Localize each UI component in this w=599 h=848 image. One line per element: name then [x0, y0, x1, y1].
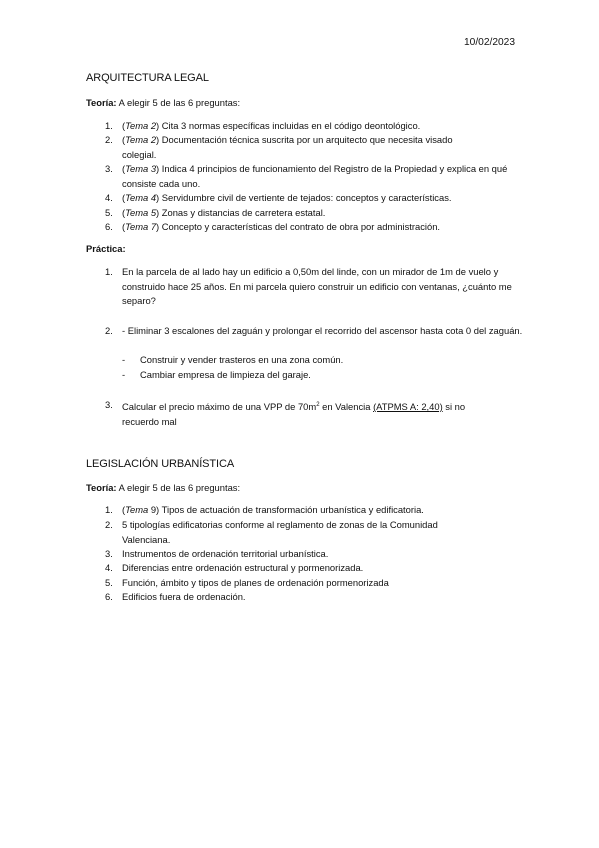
item-text: 9) Tipos de actuación de transformación urbanística y edificatoria. [148, 504, 424, 515]
sub-item-text: Cambiar empresa de limpieza del garaje. [140, 369, 311, 380]
sub-item-text: Construir y vender trasteros en una zona común. [140, 354, 344, 365]
tema-ref: Tema 4 [125, 192, 157, 203]
item-text: Cita 3 normas específicas incluidas en el código deontológico. [159, 120, 421, 131]
teoria-label: Teoría: [86, 97, 117, 108]
item-text: Calcular el precio máximo de una VPP de 70m [122, 401, 317, 413]
item-text: Instrumentos de ordenación territorial urbanística. [122, 548, 329, 559]
document-date: 10/02/2023 [464, 37, 515, 48]
tema-ref: Tema 5 [125, 207, 157, 218]
item-number: 2. [105, 519, 113, 530]
tema-ref: Tema 3 [125, 163, 157, 174]
section-title-arquitectura: ARQUITECTURA LEGAL [86, 72, 209, 84]
tema-ref: Tema 2 [125, 120, 157, 131]
item-number: 3. [105, 548, 113, 559]
section-title-legislacion: LEGISLACIÓN URBANÍSTICA [86, 458, 235, 470]
item-text: Servidumbre civil de vertiente de tejados: conceptos y características. [159, 192, 452, 203]
practica-heading [86, 243, 126, 254]
item-number: 6. [105, 591, 113, 602]
item-number: 2. [105, 325, 113, 336]
item-text: Diferencias entre ordenación estructural y pormenorizada. [122, 562, 364, 573]
teoria-instruction [86, 482, 240, 493]
teoria-text: A elegir 5 de las 6 preguntas: [116, 97, 241, 108]
dash-bullet: - [122, 369, 126, 380]
item-number: 3. [105, 163, 113, 174]
underlined-ref: (ATPMS A: 2,40) [373, 401, 443, 413]
item-text: Documentación técnica suscrita por un arquitecto que necesita visado colegial. [122, 134, 453, 160]
item-text: 5 tipologías edificatorias conforme al reglamento de zonas de la Comunidad Valenciana. [122, 519, 438, 545]
dash-bullet: - [122, 354, 126, 365]
tema-ref: Tema 7 [125, 221, 157, 232]
item-text: Indica 4 principios de funcionamiento del Registro de la Propiedad y explica en qué consiste cada uno. [122, 163, 508, 189]
item-text: Zonas y distancias de carretera estatal. [159, 207, 326, 218]
item-number: 5. [105, 207, 113, 218]
document-page: 10/02/2023 ARQUITECTURA LEGAL Teoría: A elegir 5 de las 6 preguntas: 1. (Tema 2) Cita 3 normas específicas incluidas en el código deontológico. 2. (Tema 2) Documentación técnica suscrita por un arquitecto que necesita visado colegial. 3. (Tema 3) Indica 4 principios de funcionamiento del Registro de la Propiedad y explica en qué consiste cada uno. 4. (Tema 4) Servidumbre civil de vertiente de tejados: conceptos y características. 5. (Tema 5) Zonas y distancias de carretera estatal. 6. (Tema 7) Concepto y características del contrato de obra por administración. Práctica: 1. En la parcela de al lado hay un edificio a 0,50m del linde, con un mirador de 1m de vuelo y construido hace 25 años. En mi parcela quiero construir un edificio con ventanas, ¿cuánto me separo? 2. - Eliminar 3 escalones del zaguán y prolongar el recorrido del ascensor hasta cota 0 del zaguán. - Construir y vender trasteros en una zona común. - Cambiar empresa de limpieza del garaje. 3. Calcular el precio máximo de una VPP de $70m^2$ en Valencia (ATPMS A: 2,40) si no recuerdo mal LEGISLACIÓN URBANÍSTICA Teoría: A elegir 5 de las 6 preguntas: 1. (Tema 9) Tipos de actuación de transformación urbanística y edificatoria. 2. 5 tipologías edificatorias conforme al reglamento de zonas de la Comunidad Valenciana. 3. Instrumentos de ordenación territorial urbanística. 4. Diferencias entre ordenación estructural y pormenorizada. 5. Función, ámbito y tipos de planes de ordenación pormenorizada 6. Edificios fuera de ordenación. [0, 0, 599, 848]
item-text: Edificios fuera de ordenación. [122, 591, 246, 602]
item-number: 2. [105, 134, 113, 145]
item-text: Concepto y características del contrato de obra por administración. [159, 221, 441, 232]
item-number: 5. [105, 577, 113, 588]
item-number: 3. [105, 399, 113, 410]
teoria-label: Teoría: [86, 482, 117, 493]
teoria-instruction [86, 97, 240, 108]
superscript: 2 [316, 402, 320, 408]
practica-label: Práctica: [86, 243, 126, 254]
item-number: 4. [105, 192, 113, 203]
item-number: 1. [105, 120, 113, 131]
item-text: Función, ámbito y tipos de planes de ordenación pormenorizada [122, 577, 389, 588]
tema-ref: Tema [125, 504, 149, 515]
teoria-text: A elegir 5 de las 6 preguntas: [116, 482, 241, 493]
item-text: - Eliminar 3 escalones del zaguán y prolongar el recorrido del ascensor hasta cota 0 del zaguán. [122, 325, 523, 336]
item-number: 4. [105, 562, 113, 573]
tema-ref: Tema 2 [125, 134, 157, 145]
item-number: 1. [105, 266, 113, 277]
item-number: 1. [105, 504, 113, 515]
item-text: En la parcela de al lado hay un edificio a 0,50m del linde, con un mirador de 1m de vuelo y construido hace 25 años. En mi parcela quiero construir un edificio con ventanas, ¿cuánto me separo? [122, 266, 512, 306]
item-number: 6. [105, 221, 113, 232]
